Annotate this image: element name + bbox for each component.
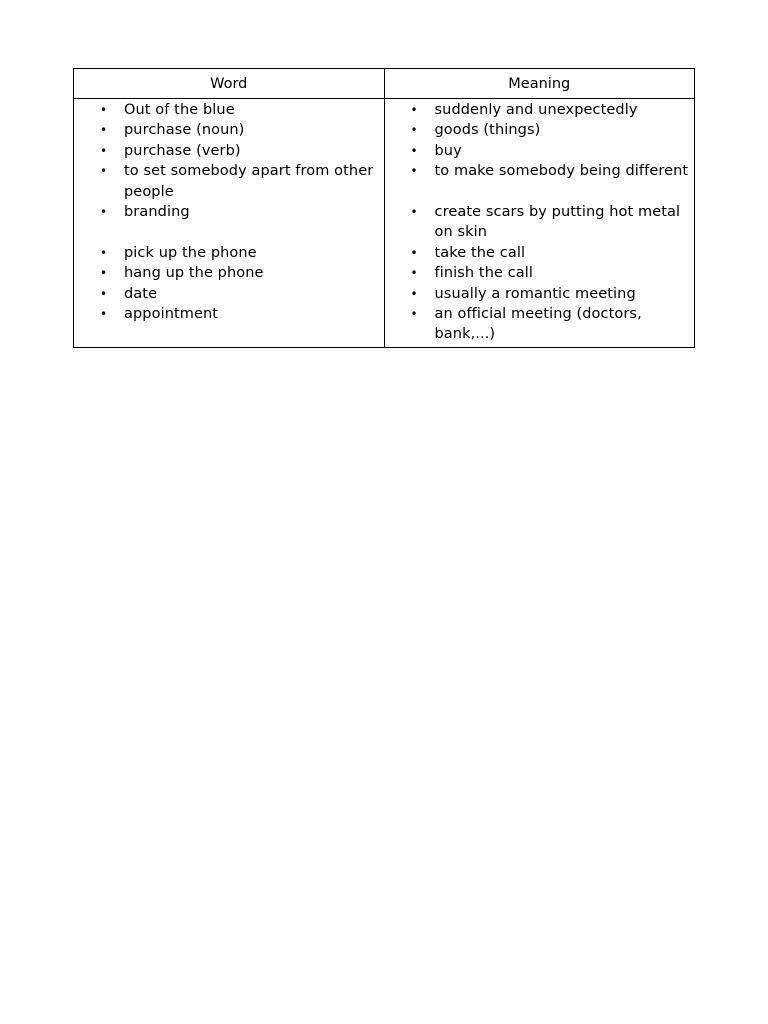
bullet-icon: • [410, 205, 418, 220]
word-column [74, 99, 384, 347]
meaning-text: finish the call [434, 265, 534, 282]
meaning-item [385, 243, 691, 263]
word-item [74, 243, 380, 263]
meaning-column-header: Meaning [384, 69, 695, 98]
word-item [74, 304, 380, 324]
meaning-list [385, 100, 691, 345]
word-text: date [124, 285, 158, 302]
word-column-header: Word [210, 75, 248, 92]
meaning-item [385, 202, 691, 243]
bullet-icon: • [410, 307, 418, 322]
meaning-column [384, 99, 695, 347]
bullet-icon: • [410, 143, 418, 158]
word-item [74, 161, 380, 202]
meaning-item [385, 304, 691, 345]
word-list [74, 100, 380, 324]
word-item [74, 284, 380, 304]
bullet-icon: • [100, 164, 108, 179]
meaning-text: suddenly and unexpectedly [434, 102, 638, 118]
word-item [74, 100, 380, 120]
word-text: Out of the blue [124, 102, 235, 118]
meaning-item [385, 284, 691, 304]
table-header-row [74, 69, 694, 99]
word-text: pick up the phone [124, 244, 257, 261]
bullet-icon: • [410, 123, 418, 138]
meaning-item [385, 120, 691, 140]
bullet-icon: • [100, 307, 108, 322]
meaning-text: create scars by putting hot metal on skin [434, 204, 681, 241]
bullet-icon: • [410, 164, 418, 179]
bullet-icon: • [100, 245, 108, 260]
bullet-icon: • [410, 286, 418, 301]
meaning-text: buy [434, 142, 462, 159]
bullet-icon: • [100, 286, 108, 301]
bullet-icon: • [100, 266, 108, 281]
meaning-text: to make somebody being different [434, 163, 689, 180]
word-text: appointment [124, 306, 219, 323]
bullet-icon: • [100, 143, 108, 158]
meaning-item [385, 141, 691, 161]
word-item [74, 141, 380, 161]
bullet-icon: • [410, 266, 418, 281]
meaning-text: goods (things) [434, 122, 541, 139]
word-item [74, 120, 380, 140]
meaning-text: usually a romantic meeting [434, 285, 636, 302]
word-text: purchase (noun) [124, 122, 245, 139]
table-body-row [74, 99, 694, 347]
word-text: to set somebody apart from other people [124, 163, 374, 200]
vocabulary-table [73, 68, 695, 348]
meaning-item [385, 100, 691, 120]
word-text: hang up the phone [124, 265, 264, 282]
bullet-icon: • [100, 123, 108, 138]
word-item [74, 263, 380, 283]
bullet-icon: • [100, 103, 108, 117]
meaning-text: an official meeting (doctors, bank,...) [434, 306, 642, 343]
meaning-item [385, 161, 691, 181]
bullet-icon: • [410, 245, 418, 260]
bullet-icon: • [410, 103, 418, 117]
bullet-icon: • [100, 205, 108, 220]
word-text: branding [124, 204, 190, 221]
meaning-text: take the call [434, 244, 526, 261]
meaning-item [385, 263, 691, 283]
word-text: purchase (verb) [124, 142, 241, 159]
word-item [74, 202, 380, 222]
